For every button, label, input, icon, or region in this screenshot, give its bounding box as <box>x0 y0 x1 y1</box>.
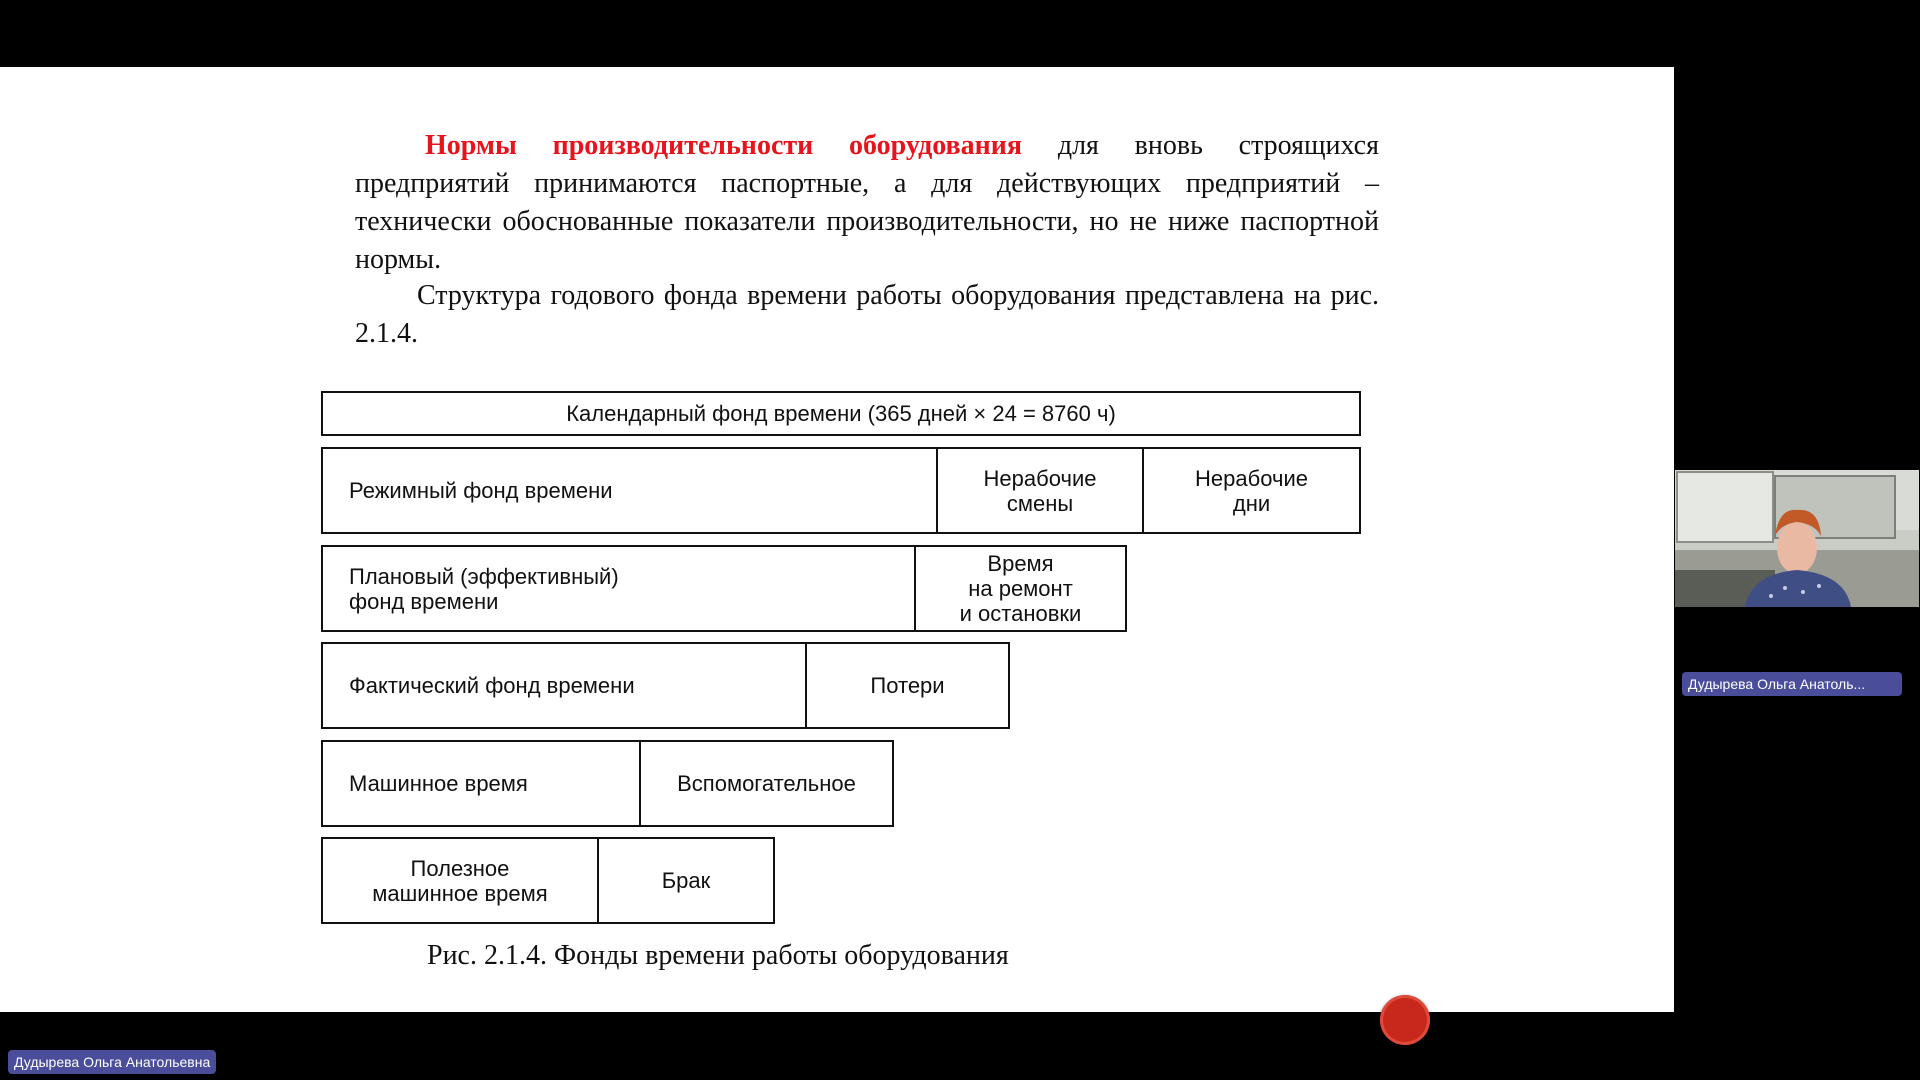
paragraph-norms <box>355 127 1379 279</box>
presentation-slide <box>0 67 1674 1012</box>
machine-time-box: Машинное время <box>321 740 641 827</box>
presenter-name-label: Дудырева Ольга Анатольевна <box>8 1050 216 1074</box>
losses-box: Потери <box>805 642 1010 729</box>
repair-time-box: Время на ремонт и остановки <box>914 545 1127 632</box>
planned-fund-box: Плановый (эффективный) фонд времени <box>321 545 916 632</box>
diagram-row-machine <box>321 740 894 827</box>
diagram-row-regime <box>321 447 1361 534</box>
non-working-days-box: Нерабочие дни <box>1142 447 1361 534</box>
paragraph-structure: Структура годового фонда времени работы оборудования представлена на рис. 2.1.4. <box>355 280 1379 349</box>
calendar-fund-box: Календарный фонд времени (365 дней × 24 = 8760 ч) <box>321 391 1361 436</box>
participant-name-label: Дудырева Ольга Анатоль... <box>1682 672 1902 696</box>
diagram-row-calendar <box>321 391 1361 436</box>
auxiliary-time-box: Вспомогательное <box>639 740 894 827</box>
diagram-row-useful <box>321 837 775 924</box>
diagram-row-planned <box>321 545 1127 632</box>
participant-video-image <box>1675 470 1919 607</box>
norms-text: для вновь строящихся предприятий принимаются паспортные, а для действующих предприятий – технически обоснованные показатели производительности, но не ниже паспортной нормы. <box>355 130 1379 275</box>
actual-fund-box: Фактический фонд времени <box>321 642 807 729</box>
useful-machine-time-box: Полезное машинное время <box>321 837 599 924</box>
norms-highlight: Нормы производительности оборудования <box>425 130 1023 161</box>
figure-caption: Рис. 2.1.4. Фонды времени работы оборудования <box>427 940 1009 971</box>
recording-indicator-button[interactable] <box>1380 995 1430 1045</box>
regime-fund-box: Режимный фонд времени <box>321 447 938 534</box>
participant-video-tile[interactable] <box>1675 470 1919 607</box>
defects-box: Брак <box>597 837 775 924</box>
diagram-row-actual <box>321 642 1010 729</box>
non-working-shifts-box: Нерабочие смены <box>936 447 1144 534</box>
